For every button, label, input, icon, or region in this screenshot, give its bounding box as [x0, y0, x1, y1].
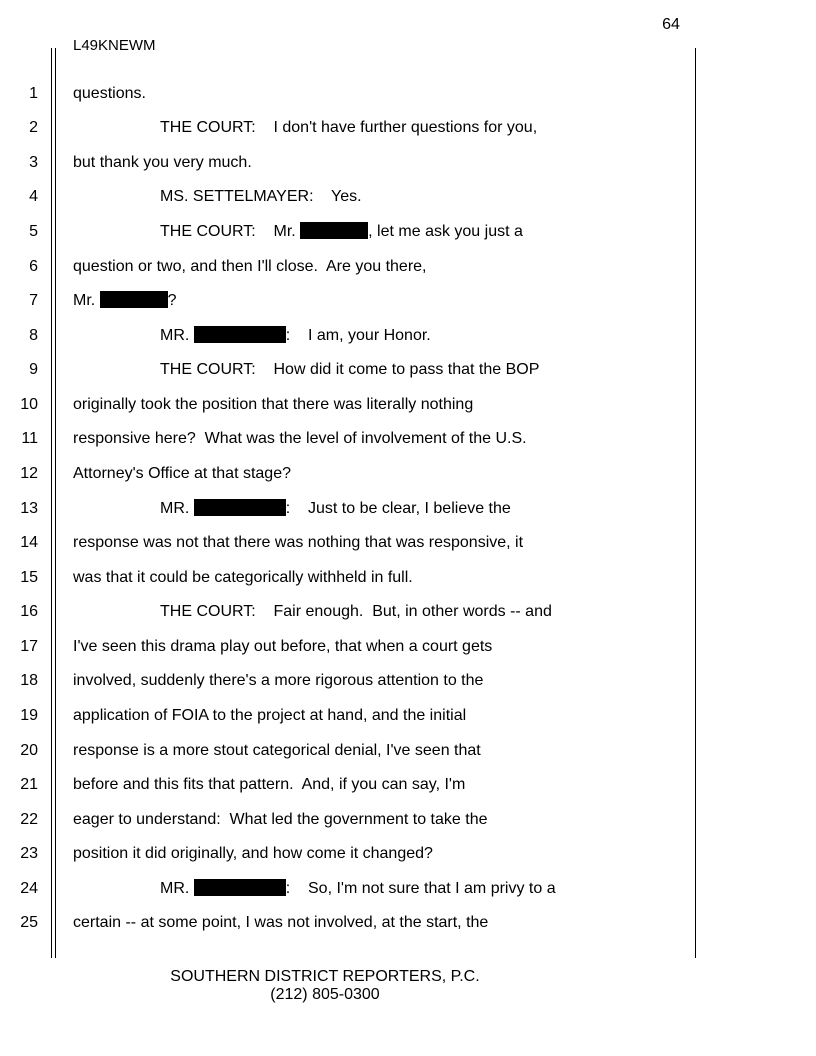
transcript-line — [0, 774, 700, 796]
redaction-bar — [100, 291, 168, 308]
redaction-bar — [194, 879, 286, 896]
transcript-line — [0, 394, 700, 416]
line-text: application of FOIA to the project at hand, and the initial — [73, 707, 467, 724]
line-text: THE COURT: I don't have further questions for you, — [160, 119, 538, 136]
line-text: Mr. ? — [73, 292, 177, 309]
line-number: 7 — [29, 292, 38, 309]
line-number: 18 — [20, 672, 38, 689]
transcript-line — [0, 186, 700, 208]
line-text: Attorney's Office at that stage? — [73, 465, 291, 482]
line-text: responsive here? What was the level of involvement of the U.S. — [73, 430, 527, 447]
line-text: MR. : So, I'm not sure that I am privy to a — [160, 880, 556, 897]
transcript-line — [0, 740, 700, 762]
transcript-line — [0, 498, 700, 520]
line-number: 20 — [20, 742, 38, 759]
line-text: eager to understand: What led the government to take the — [73, 811, 488, 828]
reporter-name: SOUTHERN DISTRICT REPORTERS, P.C. — [170, 968, 480, 985]
line-text: THE COURT: How did it come to pass that the BOP — [160, 361, 540, 378]
transcript-line — [0, 221, 700, 243]
transcript-line — [0, 290, 700, 312]
transcript-line — [0, 463, 700, 485]
transcript-line — [0, 256, 700, 278]
transcript-line — [0, 912, 700, 934]
line-number: 3 — [29, 154, 38, 171]
line-number: 5 — [29, 223, 38, 240]
transcript-line — [0, 809, 700, 831]
line-text: certain -- at some point, I was not involved, at the start, the — [73, 914, 489, 931]
transcript-line — [0, 117, 700, 139]
transcript-line — [0, 843, 700, 865]
line-number: 25 — [20, 914, 38, 931]
line-number: 24 — [20, 880, 38, 897]
transcript-line — [0, 325, 700, 347]
line-number: 22 — [20, 811, 38, 828]
transcript-line — [0, 532, 700, 554]
transcript-line — [0, 878, 700, 900]
transcript-line — [0, 567, 700, 589]
transcript-line — [0, 428, 700, 450]
transcript-line — [0, 152, 700, 174]
line-number: 19 — [20, 707, 38, 724]
transcript-line — [0, 670, 700, 692]
line-number: 14 — [20, 534, 38, 551]
line-number: 12 — [20, 465, 38, 482]
line-number: 15 — [20, 569, 38, 586]
line-number: 21 — [20, 776, 38, 793]
line-number: 4 — [29, 188, 38, 205]
reporter-phone: (212) 805-0300 — [270, 986, 380, 1003]
line-text: MR. : Just to be clear, I believe the — [160, 500, 511, 517]
redaction-bar — [194, 326, 286, 343]
page-number: 64 — [662, 16, 680, 33]
line-number: 16 — [20, 603, 38, 620]
line-text: but thank you very much. — [73, 154, 252, 171]
line-text: before and this fits that pattern. And, if you can say, I'm — [73, 776, 466, 793]
line-text: position it did originally, and how come it changed? — [73, 845, 433, 862]
line-text: involved, suddenly there's a more rigorous attention to the — [73, 672, 484, 689]
line-number: 6 — [29, 258, 38, 275]
line-number: 17 — [20, 638, 38, 655]
line-text: THE COURT: Fair enough. But, in other words -- and — [160, 603, 552, 620]
line-number: 23 — [20, 845, 38, 862]
line-text: was that it could be categorically withheld in full. — [73, 569, 413, 586]
transcript-line — [0, 636, 700, 658]
footer — [0, 968, 650, 1004]
line-text: THE COURT: Mr. , let me ask you just a — [160, 223, 523, 240]
redaction-bar — [300, 222, 368, 239]
line-text: I've seen this drama play out before, that when a court gets — [73, 638, 493, 655]
line-text: originally took the position that there was literally nothing — [73, 396, 474, 413]
line-number: 8 — [29, 327, 38, 344]
line-text: response is a more stout categorical denial, I've seen that — [73, 742, 481, 759]
line-text: response was not that there was nothing that was responsive, it — [73, 534, 524, 551]
redaction-bar — [194, 499, 286, 516]
transcript-line — [0, 83, 700, 105]
transcript-line — [0, 601, 700, 623]
line-number: 13 — [20, 500, 38, 517]
line-number: 11 — [21, 430, 38, 447]
transcript-line — [0, 705, 700, 727]
line-number: 10 — [20, 396, 38, 413]
line-number: 9 — [29, 361, 38, 378]
transcript-line — [0, 359, 700, 381]
line-text: questions. — [73, 85, 146, 102]
case-id: L49KNEWM — [73, 37, 156, 54]
line-number: 2 — [29, 119, 38, 136]
line-number: 1 — [29, 85, 38, 102]
line-text: MS. SETTELMAYER: Yes. — [160, 188, 362, 205]
line-text: question or two, and then I'll close. Are you there, — [73, 258, 427, 275]
line-text: MR. : I am, your Honor. — [160, 327, 431, 344]
